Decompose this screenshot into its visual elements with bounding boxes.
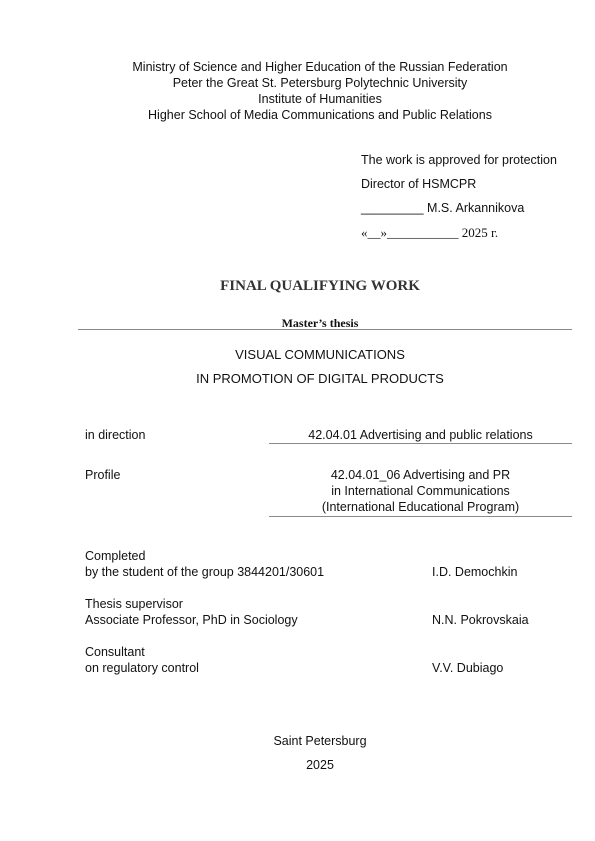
header-institute: Institute of Humanities [258,92,382,106]
profile-value-line-2: in International Communications [331,484,510,498]
title-divider [78,329,572,330]
supervisor-label: Thesis supervisor [85,597,183,611]
student-name: I.D. Demochkin [432,565,518,579]
direction-label: in direction [85,428,146,442]
completed-label: Completed [85,549,146,563]
direction-value: 42.04.01 Advertising and public relations [308,428,533,442]
approval-line-1: The work is approved for protection [361,153,557,167]
header-ministry: Ministry of Science and Higher Education of the Russian Federation [132,60,508,74]
approval-signature-line: _________ M.S. Arkannikova [361,201,525,215]
completed-group: by the student of the group 3844201/30601 [85,565,325,579]
footer-year: 2025 [306,758,334,772]
document-title: FINAL QUALIFYING WORK [220,278,420,294]
profile-underline [269,516,572,517]
supervisor-title: Associate Professor, PhD in Sociology [85,613,298,627]
direction-underline [269,443,572,444]
ministry-header [0,60,595,124]
profile-value-line-3: (International Educational Program) [321,500,520,514]
consultant-name: V.V. Dubiago [432,661,504,675]
profile-label: Profile [85,468,121,482]
consultant-role: on regulatory control [85,661,199,675]
approval-date-line: «__»___________ 2025 г. [361,225,499,240]
thesis-topic-line-1: VISUAL COMMUNICATIONS [235,347,405,362]
document-subtitle: Master’s thesis [281,316,359,330]
header-university: Peter the Great St. Petersburg Polytechnic University [172,76,468,90]
footer-city: Saint Petersburg [273,734,367,748]
thesis-topic-line-2: IN PROMOTION OF DIGITAL PRODUCTS [196,371,444,386]
consultant-label: Consultant [85,645,145,659]
approval-line-2: Director of HSMCPR [361,177,477,191]
profile-value-line-1: 42.04.01_06 Advertising and PR [330,468,511,482]
supervisor-name: N.N. Pokrovskaia [432,613,529,627]
header-school: Higher School of Media Communications and Public Relations [148,108,492,122]
